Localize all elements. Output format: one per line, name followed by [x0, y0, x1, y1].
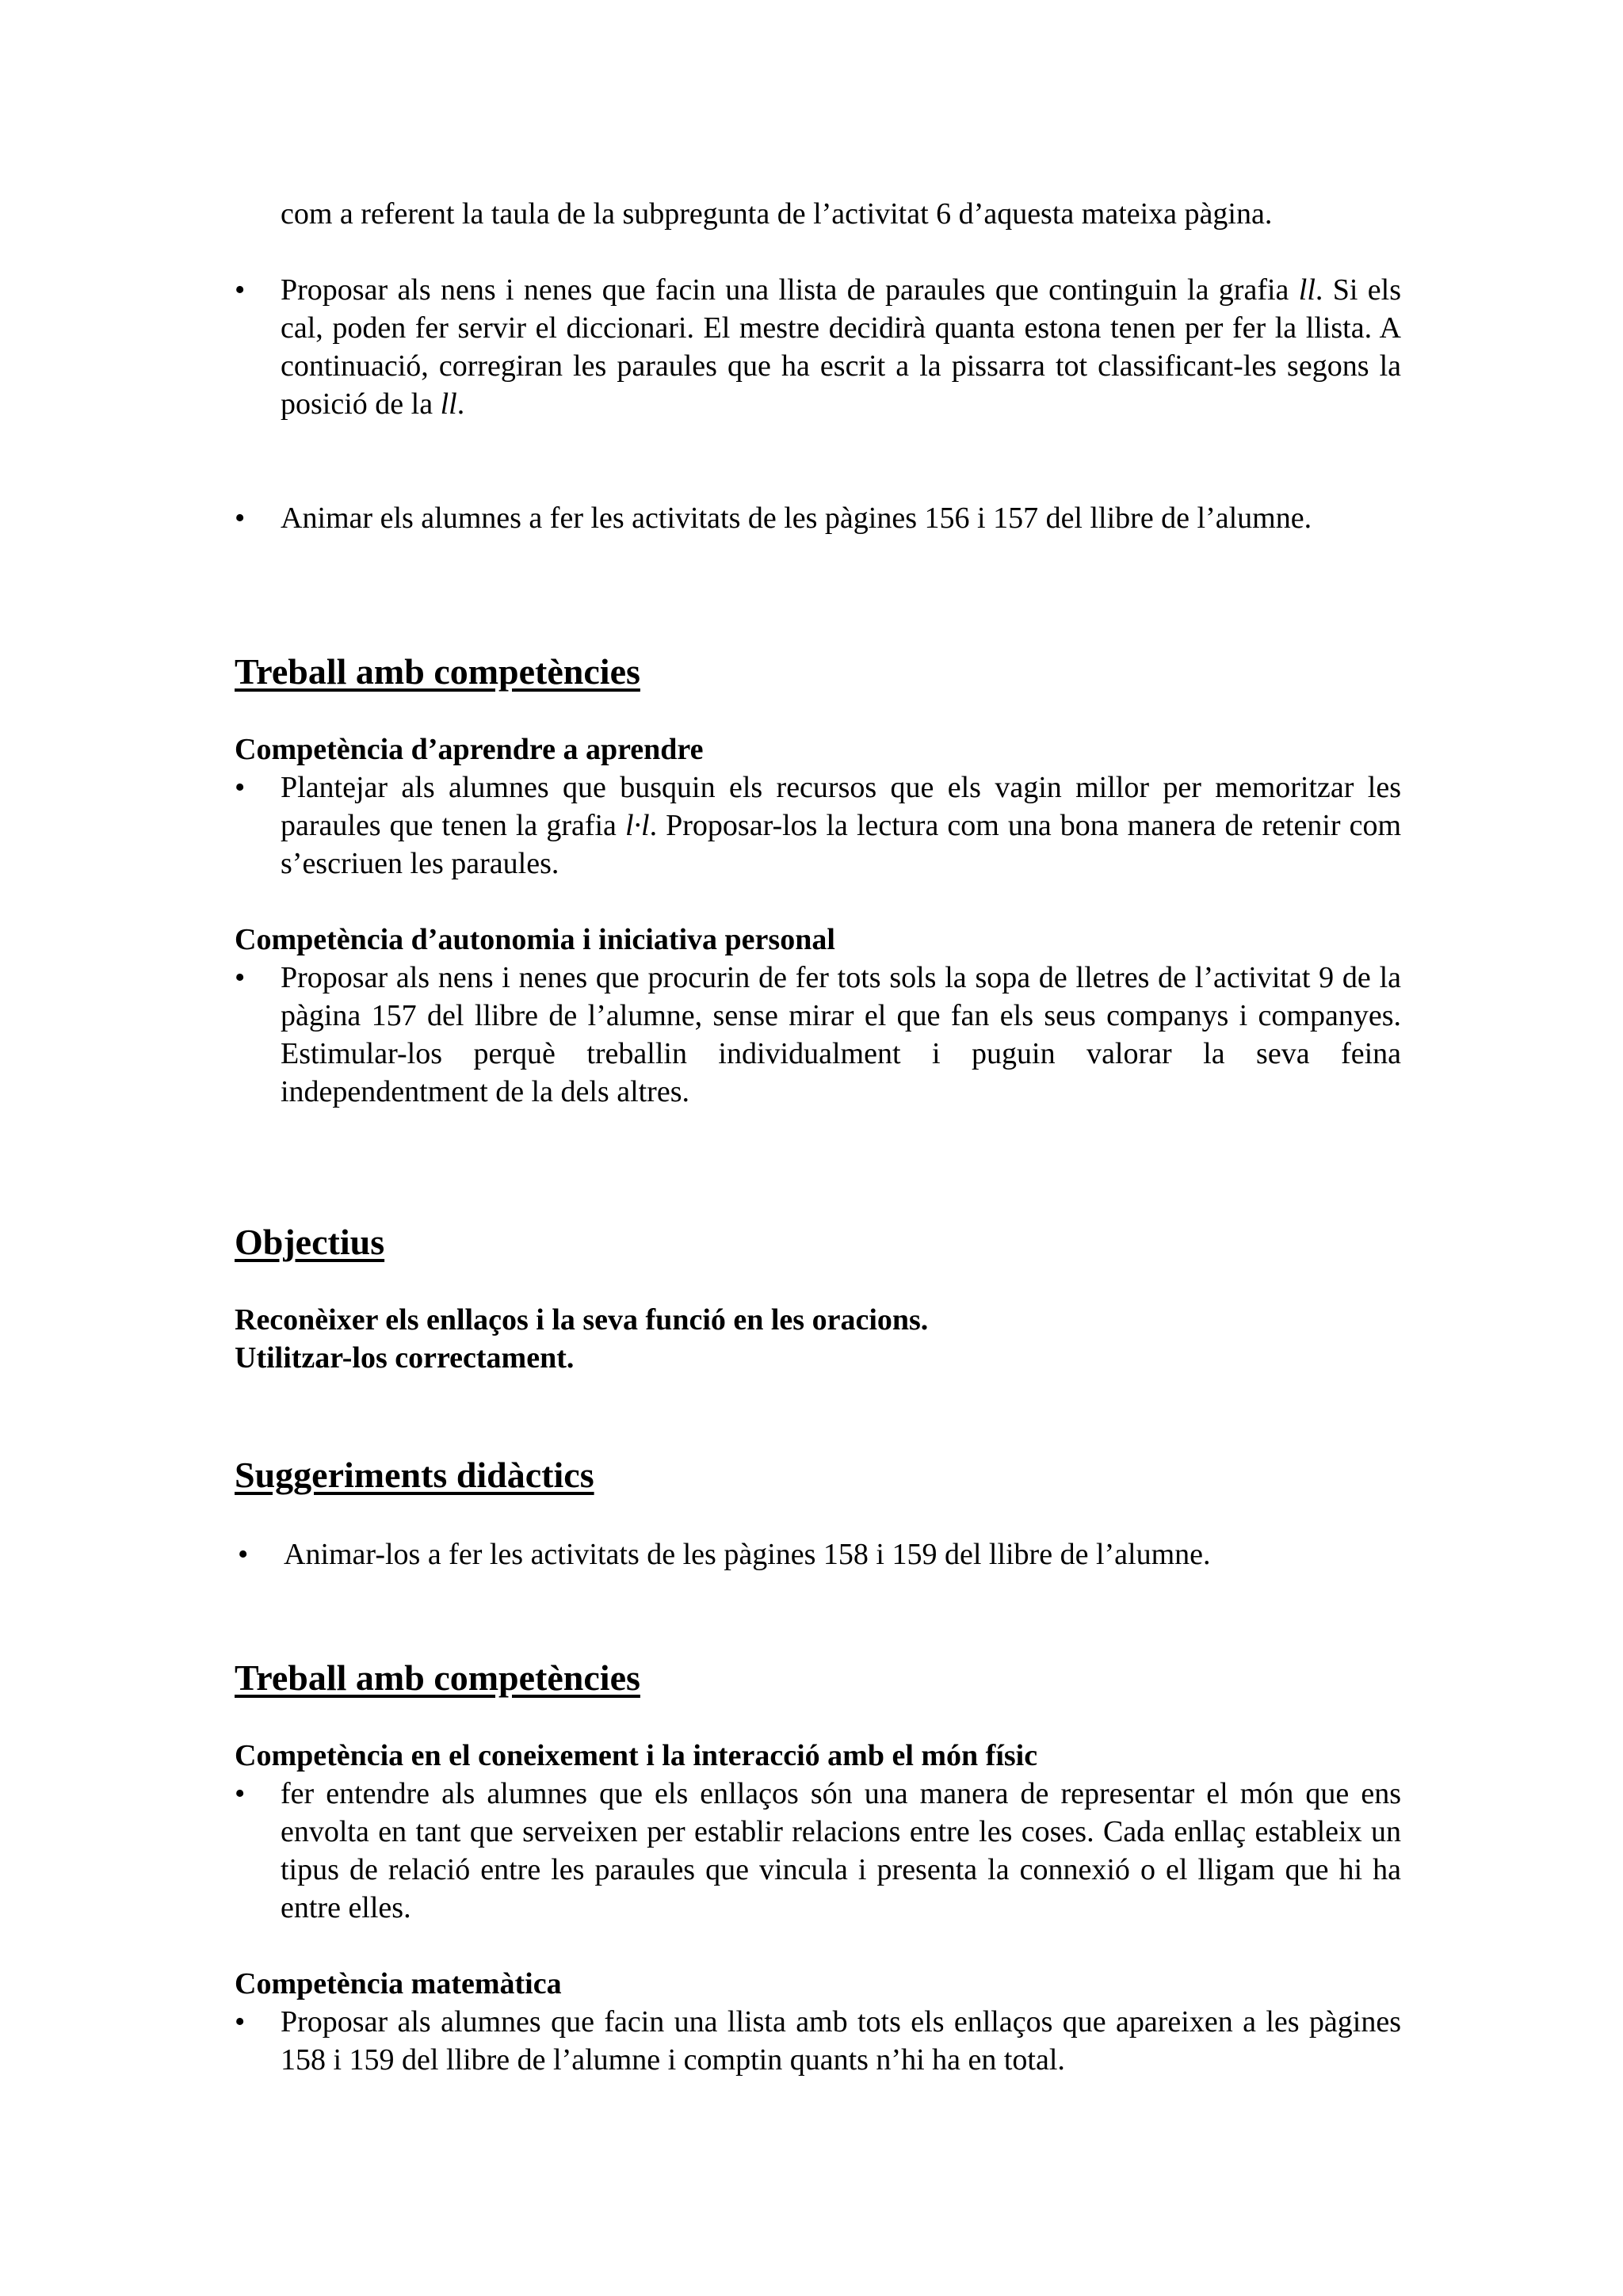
bullet-animar-alumnes: [235, 499, 1401, 537]
bullet-text: Animar els alumnes a fer les activitats de les pàgines 156 i 157 del llibre de l’alumne.: [281, 502, 1312, 535]
bullet-marker: •: [238, 1538, 249, 1571]
bullet-marker: •: [235, 502, 246, 535]
bullet-marker: •: [235, 771, 246, 804]
competencia-title: Competència d’aprendre a aprendre: [235, 733, 704, 766]
section-heading-suggeriments: Suggeriments didàctics: [235, 1455, 594, 1495]
objectiu-line: Reconèixer els enllaços i la seva funció en les oracions.: [235, 1303, 929, 1337]
section-heading-treball-competencies-2: Treball amb competències: [235, 1657, 640, 1698]
bullet-text: Proposar als alumnes que facin una llista amb tots els enllaços que apareixen a les pàgines 158 i 159 del llibre de l’alumne i comptin quants n’hi ha en total.: [281, 2005, 1401, 2077]
competencia-title: Competència en el coneixement i la interacció amb el món físic: [235, 1739, 1038, 1772]
intro-continuation: com a referent la taula de la subpregunta de l’activitat 6 d’aquesta mateixa pàgina.: [281, 197, 1273, 231]
competencia-bullet: [235, 2003, 1401, 2079]
competencia-title: Competència matemàtica: [235, 1967, 562, 2000]
bullet-text: fer entendre als alumnes que els enllaços són una manera de representar el món que ens envolta en tant que serveixen per establir relacions entre les coses. Cada enllaç estableix un tipus de relació entre les paraules que vincula i presenta la connexió o el lligam que hi ha entre elles.: [281, 1777, 1401, 1924]
bullet-text-part: . Si els cal, poden fer servir el diccionari. El mestre decidirà quanta estona tenen per fer la llista. A continuació, corregiran les paraules que ha escrit a la pissarra tot classificant-les segons la posició de la: [281, 273, 1401, 421]
bullet-marker: •: [235, 273, 246, 307]
section-heading-objectius: Objectius: [235, 1222, 385, 1262]
bullet-llista-paraules: [235, 271, 1401, 423]
bullet-marker: •: [235, 1777, 246, 1810]
bullet-text-part: . Proposar-los la lectura com una bona manera de retenir com s’escriuen les paraules.: [281, 809, 1401, 880]
italic-grafia: ll: [440, 387, 457, 421]
bullet-text-part: .: [456, 387, 465, 421]
bullet-text: Proposar als nens i nenes que procurin de fer tots sols la sopa de lletres de l’activitat 9 de la pàgina 157 del llibre de l’alumne, sense mirar el que fan els seus companys i companyes. Estimular-los perquè treballin individualment i puguin valorar la seva feina independentment de la dels altres.: [281, 961, 1401, 1108]
bullet-marker: •: [235, 961, 246, 994]
competencia-bullet: [235, 959, 1401, 1111]
italic-grafia: ll: [1298, 273, 1316, 307]
bullet-text: Animar-los a fer les activitats de les pàgines 158 i 159 del llibre de l’alumne.: [284, 1538, 1211, 1571]
bullet-marker: •: [235, 2005, 246, 2039]
italic-grafia: l·l: [624, 809, 650, 842]
section-heading-treball-competencies: Treball amb competències: [235, 651, 640, 692]
bullet-text-part: Plantejar als alumnes que busquin els recursos que els vagin millor per memoritzar les paraules que tenen la grafia: [281, 771, 1401, 842]
suggeriment-bullet: [238, 1535, 1404, 1573]
objectiu-line: Utilitzar-los correctament.: [235, 1341, 575, 1375]
competencia-bullet: [235, 1775, 1401, 1927]
bullet-text-part: Proposar als nens i nenes que facin una llista de paraules que continguin la grafia: [281, 273, 1299, 307]
competencia-bullet: [235, 769, 1401, 883]
competencia-title: Competència d’autonomia i iniciativa personal: [235, 923, 835, 956]
